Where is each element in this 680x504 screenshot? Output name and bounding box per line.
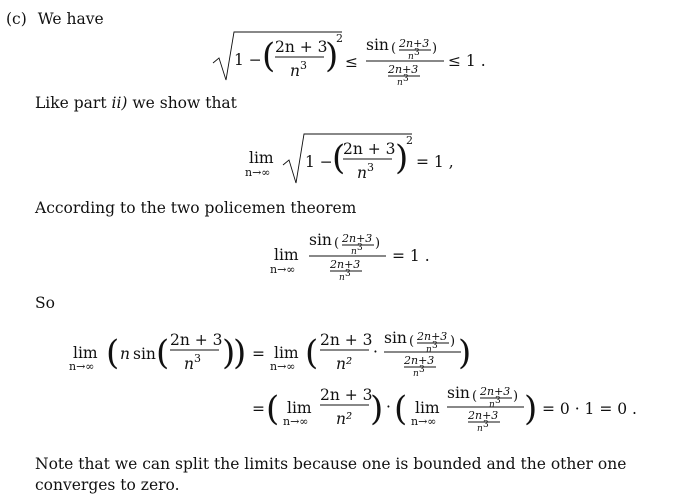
svg-text:=: = xyxy=(252,345,265,363)
so-line: So xyxy=(35,294,55,312)
svg-text:2n+3: 2n+3 xyxy=(468,409,499,422)
svg-text:(: ( xyxy=(266,389,280,429)
svg-text:(: ( xyxy=(334,236,340,251)
svg-text:lim: lim xyxy=(274,246,299,264)
svg-text:3: 3 xyxy=(403,74,409,84)
svg-text:(: ( xyxy=(409,334,415,349)
svg-text:sin: sin xyxy=(366,36,389,54)
svg-text:3: 3 xyxy=(414,48,420,58)
svg-text:n: n xyxy=(351,247,357,257)
limit-product-equation-line2 xyxy=(252,384,637,434)
svg-text:n→∞: n→∞ xyxy=(69,360,95,373)
svg-text:n: n xyxy=(290,62,300,80)
svg-text:n: n xyxy=(477,424,483,434)
svg-text:): ) xyxy=(524,389,538,429)
svg-text:n²: n² xyxy=(336,410,353,428)
svg-text:3: 3 xyxy=(419,365,425,375)
svg-text:3: 3 xyxy=(483,420,489,430)
svg-text:): ) xyxy=(222,333,236,373)
svg-text:3: 3 xyxy=(367,161,374,174)
svg-text:n: n xyxy=(413,369,419,379)
part-ref-suffix: we show that xyxy=(127,94,237,112)
svg-text:3: 3 xyxy=(300,59,307,72)
svg-text:n→∞: n→∞ xyxy=(270,360,296,373)
svg-text:n→∞: n→∞ xyxy=(411,415,437,428)
svg-text:1 −: 1 − xyxy=(234,51,262,69)
svg-text:(: ( xyxy=(394,389,408,429)
svg-text:n: n xyxy=(489,400,495,410)
limit-sqrt-equation xyxy=(245,134,454,183)
svg-text:·: · xyxy=(373,343,378,361)
svg-text:sin: sin xyxy=(133,345,156,363)
svg-text:3: 3 xyxy=(345,269,351,279)
svg-text:2: 2 xyxy=(406,134,413,147)
svg-text:3: 3 xyxy=(432,341,438,351)
svg-text:lim: lim xyxy=(287,399,312,417)
svg-text:(: ( xyxy=(391,41,397,56)
svg-text:1 −: 1 − xyxy=(305,153,333,171)
svg-text:(: ( xyxy=(262,36,276,76)
svg-text:2n + 3: 2n + 3 xyxy=(320,386,373,404)
svg-text:): ) xyxy=(395,138,409,178)
svg-text:2n+3: 2n+3 xyxy=(404,354,435,367)
part-label: (c) xyxy=(6,10,27,28)
svg-text:): ) xyxy=(233,333,247,373)
svg-text:sin: sin xyxy=(447,384,470,402)
svg-text:(: ( xyxy=(156,333,170,373)
policemen-line: According to the two policemen theorem xyxy=(35,199,357,217)
svg-text:): ) xyxy=(450,334,456,349)
svg-text:2n+3: 2n+3 xyxy=(330,258,361,271)
svg-text:): ) xyxy=(375,236,381,251)
svg-text:= 0 · 1 = 0 .: = 0 · 1 = 0 . xyxy=(542,400,637,418)
svg-text:): ) xyxy=(458,333,472,373)
svg-text:n: n xyxy=(426,345,432,355)
svg-text:·: · xyxy=(386,398,391,416)
svg-text:sin: sin xyxy=(309,231,332,249)
svg-text:=: = xyxy=(252,400,265,418)
svg-text:2: 2 xyxy=(336,32,343,45)
svg-text:≤ 1 .: ≤ 1 . xyxy=(448,52,486,70)
svg-text:n: n xyxy=(408,52,414,62)
limit-product-equation-line1 xyxy=(69,329,471,379)
intro-text: We have xyxy=(37,10,104,28)
svg-text:= 1 ,: = 1 , xyxy=(416,153,454,171)
svg-text:(: ( xyxy=(332,138,346,178)
svg-text:n→∞: n→∞ xyxy=(245,166,271,179)
svg-text:2n+3: 2n+3 xyxy=(388,63,419,76)
svg-text:2n+3: 2n+3 xyxy=(480,385,511,398)
svg-text:lim: lim xyxy=(415,399,440,417)
svg-text:3: 3 xyxy=(357,243,363,253)
svg-text:n: n xyxy=(339,273,345,283)
part-ref-prefix: Like part xyxy=(35,94,112,112)
svg-text:sin: sin xyxy=(384,329,407,347)
svg-text:): ) xyxy=(513,389,519,404)
note-paragraph: Note that we can split the limits because one is bounded and the other one converges to zero. xyxy=(35,455,627,494)
svg-text:(: ( xyxy=(305,333,319,373)
svg-text:lim: lim xyxy=(73,344,98,362)
svg-text:2n + 3: 2n + 3 xyxy=(170,331,223,349)
svg-text:3: 3 xyxy=(495,396,501,406)
svg-text:2n+3: 2n+3 xyxy=(417,330,448,343)
svg-text:(: ( xyxy=(472,389,478,404)
svg-text:): ) xyxy=(432,41,438,56)
svg-text:lim: lim xyxy=(249,149,274,167)
svg-text:n→∞: n→∞ xyxy=(270,263,296,276)
svg-text:n: n xyxy=(184,355,194,373)
svg-text:lim: lim xyxy=(274,344,299,362)
svg-text:n: n xyxy=(357,164,367,182)
svg-text:n²: n² xyxy=(336,355,353,373)
svg-text:3: 3 xyxy=(194,352,201,365)
svg-text:): ) xyxy=(370,389,384,429)
svg-text:n→∞: n→∞ xyxy=(283,415,309,428)
svg-text:2n + 3: 2n + 3 xyxy=(275,38,328,56)
svg-text:2n + 3: 2n + 3 xyxy=(343,140,396,158)
svg-text:2n+3: 2n+3 xyxy=(342,232,373,245)
svg-text:n: n xyxy=(397,78,403,88)
inequality-equation xyxy=(213,32,486,88)
svg-text:): ) xyxy=(325,36,339,76)
svg-text:n: n xyxy=(120,345,130,363)
limit-sine-ratio-equation xyxy=(270,231,430,283)
svg-text:2n+3: 2n+3 xyxy=(399,37,430,50)
svg-text:2n + 3: 2n + 3 xyxy=(320,331,373,349)
part-ref-roman: ii) xyxy=(111,94,128,112)
svg-text:≤: ≤ xyxy=(345,53,358,71)
svg-text:(: ( xyxy=(106,333,120,373)
svg-text:= 1 .: = 1 . xyxy=(392,247,430,265)
